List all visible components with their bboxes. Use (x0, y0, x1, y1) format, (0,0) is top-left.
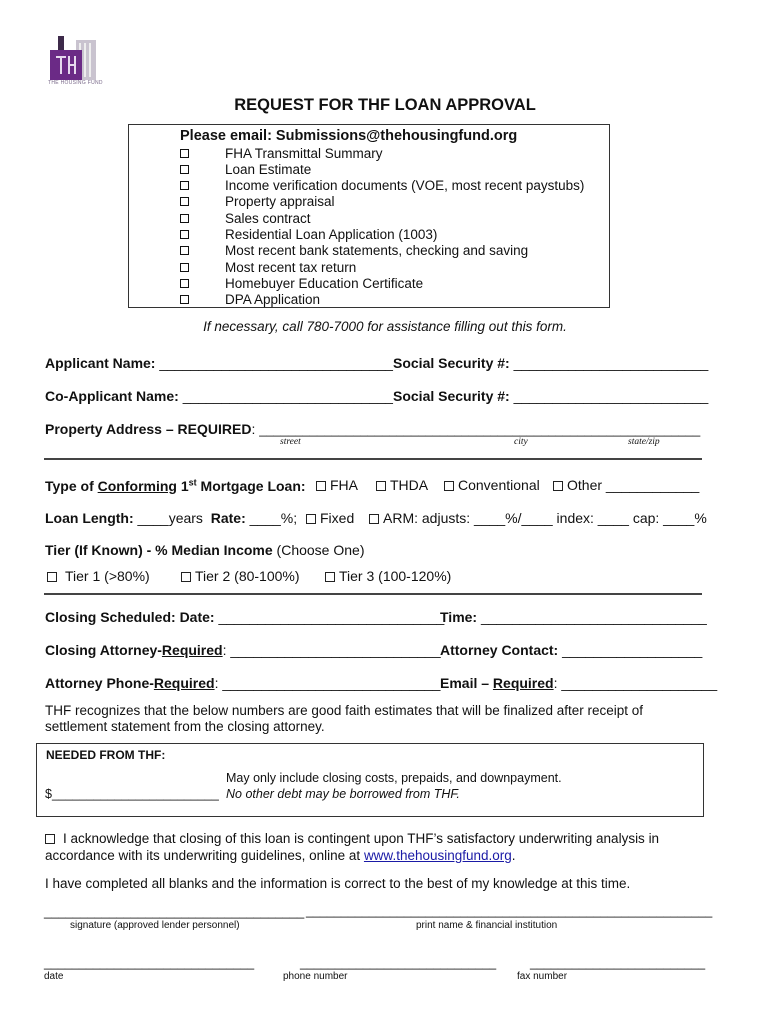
checkbox-icon[interactable] (180, 181, 189, 190)
closing-time-row (440, 609, 707, 625)
checkbox-icon[interactable] (180, 230, 189, 239)
property-address-field[interactable]: _____________________________________________________________ (259, 422, 701, 437)
checklist-item: Income verification documents (VOE, most recent paystubs) (180, 178, 584, 194)
thf-logo (48, 34, 100, 84)
fax-number-label: fax number (517, 971, 568, 982)
property-address-label: Property Address – REQUIRED (45, 421, 252, 437)
loan-years-field[interactable]: ____years (137, 510, 203, 526)
page-title: REQUEST FOR THF LOAN APPROVAL (234, 96, 536, 114)
logo-caption: THE HOUSING FUND (48, 80, 103, 86)
acknowledge-checkbox[interactable] (45, 834, 55, 844)
section-divider (44, 593, 702, 595)
needed-heading: NEEDED FROM THF: (46, 748, 166, 762)
checkbox-icon[interactable] (181, 572, 191, 582)
phone-number-field[interactable]: ____________________________ (300, 956, 497, 970)
loan-type-row (45, 477, 306, 494)
closing-date-label: Closing Scheduled: Date: (45, 609, 215, 625)
loan-type-label: Type of Conforming 1st Mortgage Loan: (45, 477, 306, 494)
applicant-name-field[interactable]: ______________________________ (159, 355, 393, 371)
checklist-item: Most recent bank statements, checking and saving (180, 243, 528, 259)
good-faith-line-2: settlement statement from the closing attorney. (45, 719, 325, 734)
loan-other-field[interactable]: ____________ (605, 477, 700, 493)
property-colon: : (251, 421, 256, 437)
sub-label-street: street (280, 437, 301, 447)
needed-note-1: May only include closing costs, prepaids, and downpayment. (226, 771, 562, 785)
good-faith-line-1: THF recognizes that the below numbers are good faith estimates that will be finalized after receipt of (45, 703, 644, 718)
checklist-item: Residential Loan Application (1003) (180, 227, 437, 243)
rate-label: Rate: (210, 510, 246, 526)
applicant-row (45, 355, 393, 371)
print-name-label: print name & financial institution (416, 920, 558, 931)
coapplicant-name-field[interactable]: ___________________________ (182, 388, 393, 404)
sub-label-statezip: state/zip (628, 437, 660, 447)
rate-option-arm[interactable]: ARM: adjusts: ____%/____ index: ____ cap: ____% (369, 510, 707, 526)
closing-date-field[interactable]: _____________________________ (218, 609, 445, 625)
certify-statement: I have completed all blanks and the information is correct to the best of my knowledge at this time. (45, 876, 631, 891)
attorney-contact-field[interactable]: __________________ (562, 642, 703, 658)
signature-label: signature (approved lender personnel) (70, 920, 240, 931)
tier-heading: Tier (If Known) - % Median Income (Choose One) (45, 542, 365, 558)
assistance-note: If necessary, call 780-7000 for assistance filling out this form. (203, 319, 567, 334)
checklist-item: Most recent tax return (180, 260, 356, 276)
rate-field[interactable]: ____%; (249, 510, 298, 526)
attorney-email-field[interactable]: ____________________ (561, 675, 718, 691)
tier-option-3[interactable]: Tier 3 (100-120%) (325, 568, 451, 584)
checkbox-icon[interactable] (180, 165, 189, 174)
fax-number-field[interactable]: _________________________ (530, 956, 706, 970)
checkbox-icon[interactable] (444, 481, 454, 491)
date-field[interactable]: ______________________________ (44, 956, 255, 970)
closing-time-label: Time: (440, 609, 478, 625)
checkbox-icon[interactable] (180, 149, 189, 158)
rate-option-fixed[interactable]: Fixed (306, 510, 354, 526)
checkbox-icon[interactable] (180, 295, 189, 304)
print-name-field[interactable]: __________________________________________________________ (306, 904, 713, 918)
closing-attorney-label: Closing Attorney-Required (45, 642, 223, 658)
coapplicant-row (45, 388, 393, 404)
checkbox-icon[interactable] (316, 481, 326, 491)
email-heading: Please email: Submissions@thehousingfund.org (180, 128, 518, 144)
checklist-item: Property appraisal (180, 194, 335, 210)
closing-attorney-field[interactable]: ___________________________ (230, 642, 441, 658)
thf-website-link[interactable]: www.thehousingfund.org (363, 848, 512, 863)
attorney-email-label: Email – Required (440, 675, 554, 691)
checkbox-icon[interactable] (180, 263, 189, 272)
checklist-item: Sales contract (180, 211, 311, 227)
loan-option-other[interactable]: Other ____________ (553, 477, 699, 493)
attorney-contact-label: Attorney Contact: (440, 642, 559, 658)
tier-option-1[interactable]: Tier 1 (>80%) (47, 568, 150, 584)
tier-option-2[interactable]: Tier 2 (80-100%) (181, 568, 300, 584)
phone-number-label: phone number (283, 971, 348, 982)
coapplicant-ssn-field[interactable]: _________________________ (513, 388, 709, 404)
coapplicant-name-label: Co-Applicant Name: (45, 388, 179, 404)
loan-option-fha[interactable]: FHA (316, 477, 358, 493)
signature-field[interactable]: ____________________________________ (44, 904, 305, 919)
checklist-item: Homebuyer Education Certificate (180, 276, 423, 292)
applicant-ssn-field[interactable]: _________________________ (513, 355, 709, 371)
loan-length-label: Loan Length: (45, 510, 134, 526)
applicant-name-label: Applicant Name: (45, 355, 156, 371)
closing-time-field[interactable]: _____________________________ (480, 609, 707, 625)
checkbox-icon[interactable] (369, 514, 379, 524)
needed-amount-field[interactable]: $________________________ (45, 787, 219, 801)
closing-attorney-row: Closing Attorney-Required: ___________________________ (45, 642, 441, 658)
coapplicant-ssn-row (393, 388, 708, 404)
checkbox-icon[interactable] (553, 481, 563, 491)
sub-label-city: city (514, 437, 528, 447)
attorney-phone-label: Attorney Phone-Required (45, 675, 215, 691)
checklist-item: Loan Estimate (180, 162, 311, 178)
attorney-phone-row: Attorney Phone-Required: ____________________________ (45, 675, 441, 691)
checkbox-icon[interactable] (180, 197, 189, 206)
checkbox-icon[interactable] (325, 572, 335, 582)
needed-note-2: No other debt may be borrowed from THF. (226, 787, 460, 801)
checkbox-icon[interactable] (376, 481, 386, 491)
date-label: date (44, 971, 64, 982)
loan-option-conventional[interactable]: Conventional (444, 477, 540, 493)
section-divider (44, 458, 702, 460)
checkbox-icon[interactable] (180, 246, 189, 255)
coapplicant-ssn-label: Social Security #: (393, 388, 510, 404)
property-address-row (45, 421, 700, 437)
applicant-ssn-row (393, 355, 708, 371)
checkbox-icon[interactable] (180, 214, 189, 223)
attorney-phone-field[interactable]: ____________________________ (222, 675, 441, 691)
attorney-email-row: Email – Required: ____________________ (440, 675, 718, 691)
checkbox-icon[interactable] (47, 572, 57, 582)
closing-date-row (45, 609, 444, 625)
attorney-contact-row (440, 642, 702, 658)
acknowledge-line-2: accordance with its underwriting guidelines, online at www.thehousingfund.org. (45, 848, 516, 863)
checkbox-icon[interactable] (180, 279, 189, 288)
acknowledge-line-1: I acknowledge that closing of this loan is contingent upon THF’s satisfactory underwriting analysis in (45, 831, 659, 846)
checkbox-icon[interactable] (306, 514, 316, 524)
applicant-ssn-label: Social Security #: (393, 355, 510, 371)
loan-option-thda[interactable]: THDA (376, 477, 428, 493)
loan-length-row (45, 510, 297, 526)
checklist-item: DPA Application (180, 292, 320, 308)
checklist-item: FHA Transmittal Summary (180, 146, 383, 162)
